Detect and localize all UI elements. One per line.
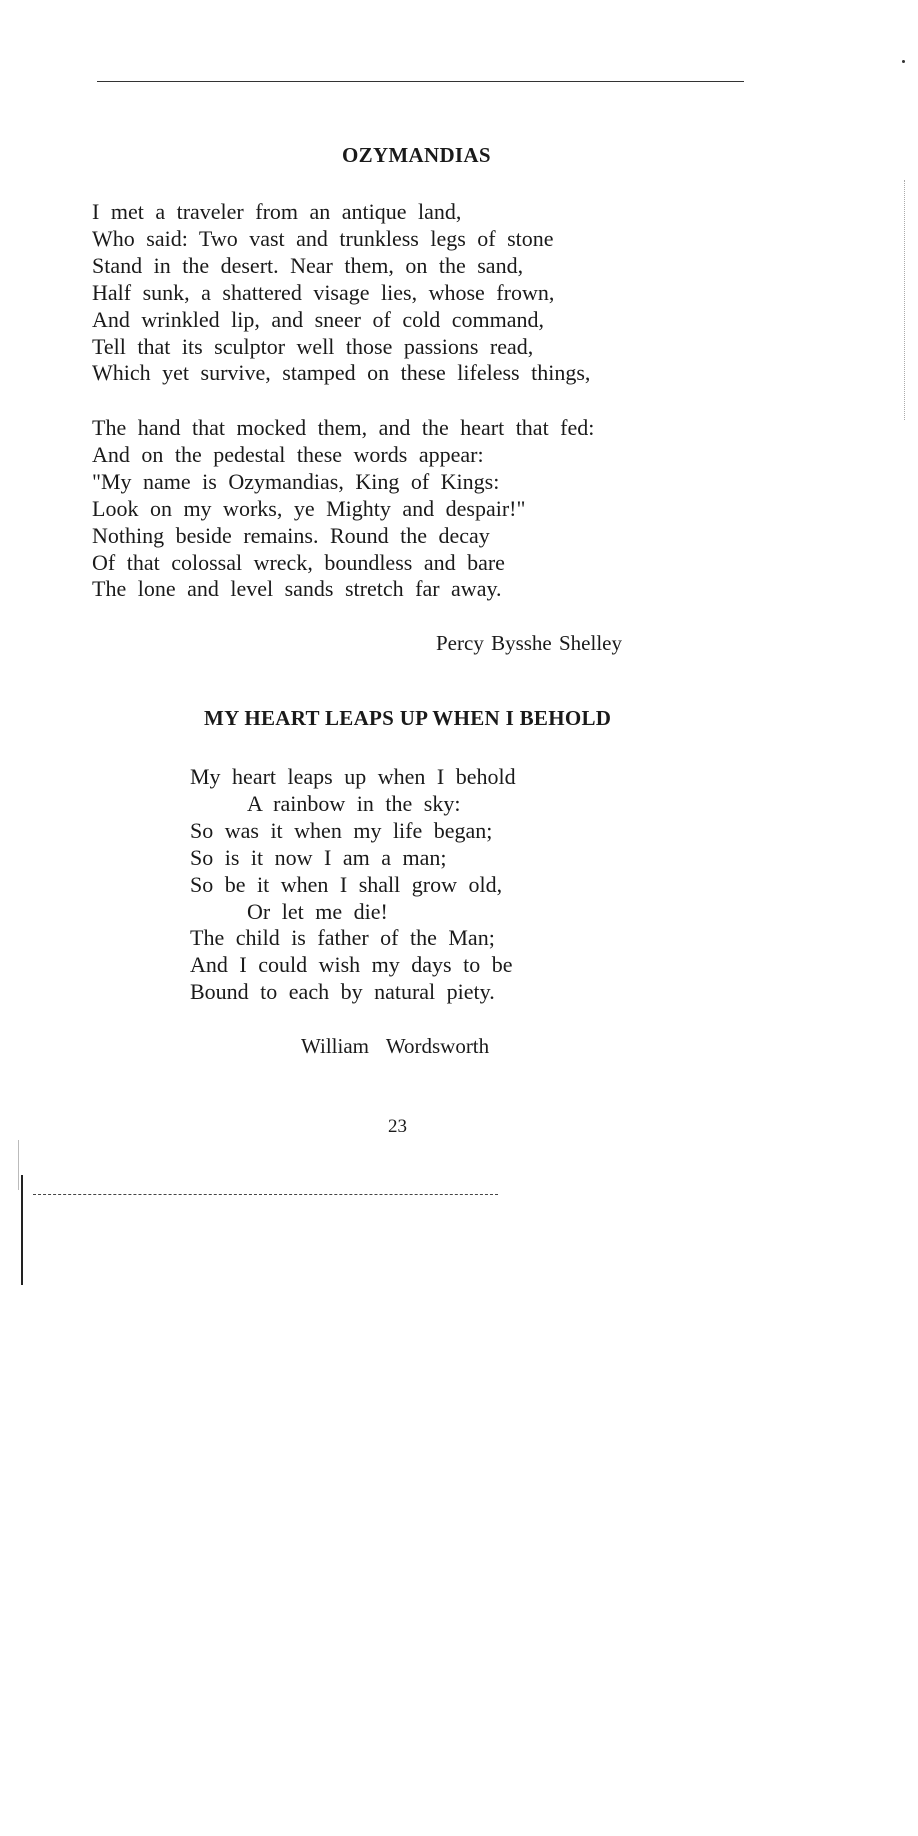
poem-line: Nothing beside remains. Round the decay <box>92 522 490 548</box>
poem-line: "My name is Ozymandias, King of Kings: <box>92 468 500 494</box>
poem-line: Who said: Two vast and trunkless legs of stone <box>92 225 554 251</box>
poem-line: Of that colossal wreck, boundless and bare <box>92 549 505 575</box>
scan-edge-mark <box>18 1140 19 1190</box>
poem-line: Which yet survive, stamped on these lifeless things, <box>92 360 591 386</box>
poem-title-ozymandias: OZYMANDIAS <box>342 143 491 167</box>
poem-line: My heart leaps up when I behold <box>190 764 516 789</box>
poem-line: Or let me die! <box>247 898 388 924</box>
poem-author-wordsworth: William Wordsworth <box>301 1034 490 1058</box>
scan-edge-specks <box>904 180 907 420</box>
poem-ozymandias-stanza-two <box>92 415 742 603</box>
poem-line: Bound to each by natural piety. <box>190 979 495 1005</box>
poem-line: A rainbow in the sky: <box>247 790 461 816</box>
poem-line: The lone and level sands stretch far away. <box>92 576 502 602</box>
poem-my-heart-leaps-up <box>190 764 516 1006</box>
page-number: 23 <box>388 1116 407 1137</box>
poem-line: The child is father of the Man; <box>190 925 495 951</box>
poem-line: Stand in the desert. Near them, on the sand, <box>92 252 524 278</box>
poem-line: The hand that mocked them, and the heart that fed: <box>92 415 595 440</box>
scan-speck <box>902 60 905 63</box>
binding-edge-line <box>21 1175 23 1285</box>
poem-title-my-heart-leaps-up: MY HEART LEAPS UP WHEN I BEHOLD <box>204 706 612 730</box>
poem-line: Look on my works, ye Mighty and despair!" <box>92 495 526 521</box>
bottom-rule <box>33 1194 498 1195</box>
top-rule <box>97 81 744 82</box>
poem-line: And on the pedestal these words appear: <box>92 441 484 467</box>
poem-line: So is it now I am a man; <box>190 844 447 870</box>
poem-line: And wrinkled lip, and sneer of cold command, <box>92 306 544 332</box>
poem-line: Tell that its sculptor well those passions read, <box>92 333 534 359</box>
poem-line: So be it when I shall grow old, <box>190 871 503 897</box>
poem-line: So was it when my life began; <box>190 817 493 843</box>
poem-line: And I could wish my days to be <box>190 952 513 978</box>
poem-author-shelley: Percy Bysshe Shelley <box>436 631 622 655</box>
poem-line: I met a traveler from an antique land, <box>92 199 462 224</box>
poem-line: Half sunk, a shattered visage lies, whose frown, <box>92 279 555 305</box>
poem-ozymandias-stanza-one <box>92 199 742 387</box>
